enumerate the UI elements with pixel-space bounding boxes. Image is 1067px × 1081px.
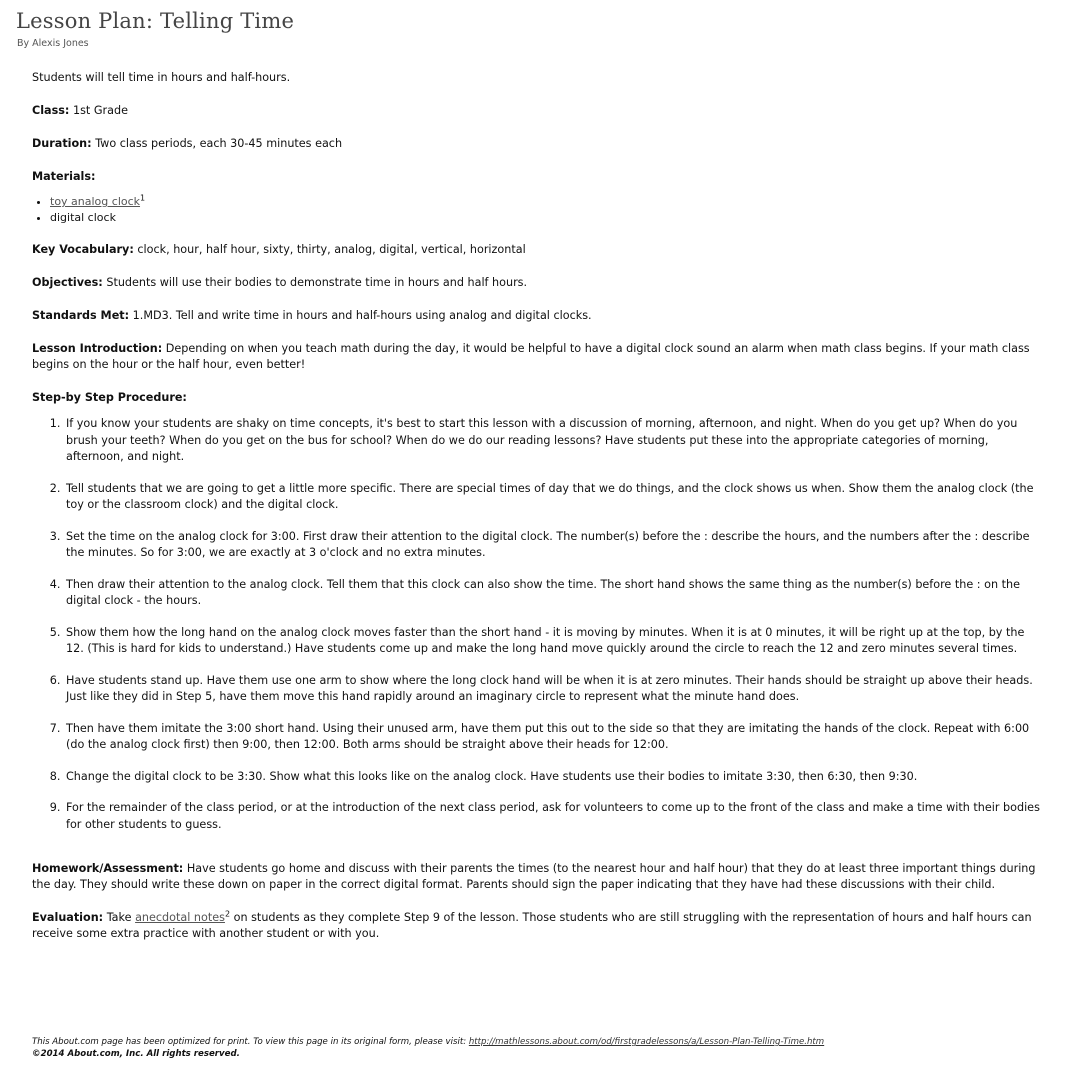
objectives-line — [32, 275, 1044, 291]
original-page-link[interactable]: http://mathlessons.about.com/od/firstgradelessons/a/Lesson-Plan-Telling-Time.htm — [468, 1037, 825, 1047]
procedure-step: 4. Then draw their attention to the analog clock. Tell them that this clock can also show the time. The short hand shows the same thing as the number(s) before the : on the digital clock - the hours. — [64, 577, 1044, 610]
evaluation-value: on students as they complete Step 9 of the lesson. Those students who are still struggling with the representation of hours and half hours can receive some extra practice with another student or with you. — [32, 911, 1032, 940]
homework-label: Homework/Assessment: — [32, 862, 184, 875]
copyright-text: ©2014 About.com, Inc. All rights reserved. — [32, 1049, 240, 1059]
introduction-value: Depending on when you teach math during the day, it would be helpful to have a digital clock sound an alarm when math class begins. If your math class begins on the hour or the half hour, even better! — [32, 342, 1030, 371]
materials-list — [32, 194, 1044, 226]
procedure-heading — [32, 390, 1044, 406]
materials-item: • digital clock — [50, 210, 1044, 226]
introduction-label: Lesson Introduction: — [32, 342, 163, 355]
procedure-step: 8. Change the digital clock to be 3:30. Show what this looks like on the analog clock. Have students use their bodies to imitate 3:30, then 6:30, then 9:30. — [64, 769, 1044, 786]
class-line — [32, 103, 1044, 119]
procedure-step: 5. Show them how the long hand on the analog clock moves faster than the short hand - it is moving by minutes. When it is at 0 minutes, it will be right up at the top, by the 12. (This is hard for kids to understand.) Have students come up and make the long hand move quickly around the circle to reach the 12 and zero minutes several times. — [64, 625, 1044, 658]
homework-line — [32, 861, 1044, 893]
standards-value: 1.MD3. Tell and write time in hours and half-hours using analog and digital clocks. — [132, 309, 592, 322]
intro-text: Students will tell time in hours and half-hours. — [32, 71, 291, 84]
page-title: Lesson Plan: Telling Time — [16, 9, 295, 33]
lesson-content — [32, 70, 1044, 959]
print-footer — [32, 1036, 1032, 1060]
introduction-line — [32, 341, 1044, 373]
materials-heading — [32, 169, 1044, 185]
anecdotal-notes-link[interactable]: anecdotal notes — [135, 911, 225, 924]
procedure-step: 6. Have students stand up. Have them use one arm to show where the long clock hand will be when it is at zero minutes. Their hands should be straight up above their heads. Just like they did in Step 5, have them move this hand rapidly around an imaginary circle to represent what the minute hand does. — [64, 673, 1044, 706]
footnote-ref: 1 — [140, 193, 146, 203]
print-note — [32, 1036, 1032, 1048]
objectives-label: Objectives: — [32, 276, 103, 289]
homework-value: Have students go home and discuss with their parents the times (to the nearest hour and half hour) that they do at least three important things during the day. They should write these down on paper in the correct digital format. Parents should sign the paper indicating that they have had these discussions with their child. — [32, 862, 1036, 891]
procedure-step: 3. Set the time on the analog clock for 3:00. First draw their attention to the digital clock. The number(s) before the : describe the hours, and the numbers after the : describe the minutes. So for 3:00, we are exactly at 3 o'clock and no extra minutes. — [64, 529, 1044, 562]
objectives-value: Students will use their bodies to demonstrate time in hours and half hours. — [106, 276, 528, 289]
evaluation-label: Evaluation: — [32, 911, 104, 924]
procedure-step: 2. Tell students that we are going to get a little more specific. There are special times of day that we do things, and the clock shows us when. Show them the analog clock (the toy or the classroom clock) and the digital clock. — [64, 481, 1044, 514]
materials-item — [50, 194, 1044, 210]
materials-label: Materials: — [32, 170, 96, 183]
print-note-text: This About.com page has been optimized for print. To view this page in its original form, please visit: — [32, 1037, 467, 1047]
vocabulary-line — [32, 242, 1044, 258]
procedure-steps — [32, 416, 1044, 833]
procedure-step: 1. If you know your students are shaky on time concepts, it's best to start this lesson with a discussion of morning, afternoon, and night. When do you get up? When do you brush your teeth? When do you get on the bus for school? When do we do our reading lessons? Have students put these into the appropriate categories of morning, afternoon, and night. — [64, 416, 1044, 466]
toy-analog-clock-link[interactable]: toy analog clock — [50, 195, 141, 208]
duration-value: Two class periods, each 30-45 minutes each — [95, 137, 343, 150]
evaluation-prefix: Take — [106, 911, 132, 924]
class-label: Class: — [32, 104, 70, 117]
evaluation-line — [32, 910, 1044, 942]
duration-line — [32, 136, 1044, 152]
footnote-ref: 2 — [224, 909, 231, 919]
standards-label: Standards Met: — [32, 309, 130, 322]
section-spacer — [32, 848, 1044, 861]
standards-line — [32, 308, 1044, 324]
procedure-step: 7. Then have them imitate the 3:00 short hand. Using their unused arm, have them put this out to the side so that they are imitating the hands of the clock. Repeat with 6:00 (do the analog clock first) then 9:00, then 12:00. Both arms should be straight above their heads for 12:00. — [64, 721, 1044, 754]
class-value: 1st Grade — [72, 104, 128, 117]
vocabulary-label: Key Vocabulary: — [32, 243, 134, 256]
vocabulary-value: clock, hour, half hour, sixty, thirty, analog, digital, vertical, horizontal — [137, 243, 526, 256]
procedure-step: 9. For the remainder of the class period, or at the introduction of the next class period, ask for volunteers to come up to the front of the class and make a time with their bodies for other students to guess. — [64, 800, 1044, 833]
duration-label: Duration: — [32, 137, 92, 150]
procedure-label: Step-by Step Procedure: — [32, 391, 187, 404]
author-byline: By Alexis Jones — [17, 38, 89, 49]
